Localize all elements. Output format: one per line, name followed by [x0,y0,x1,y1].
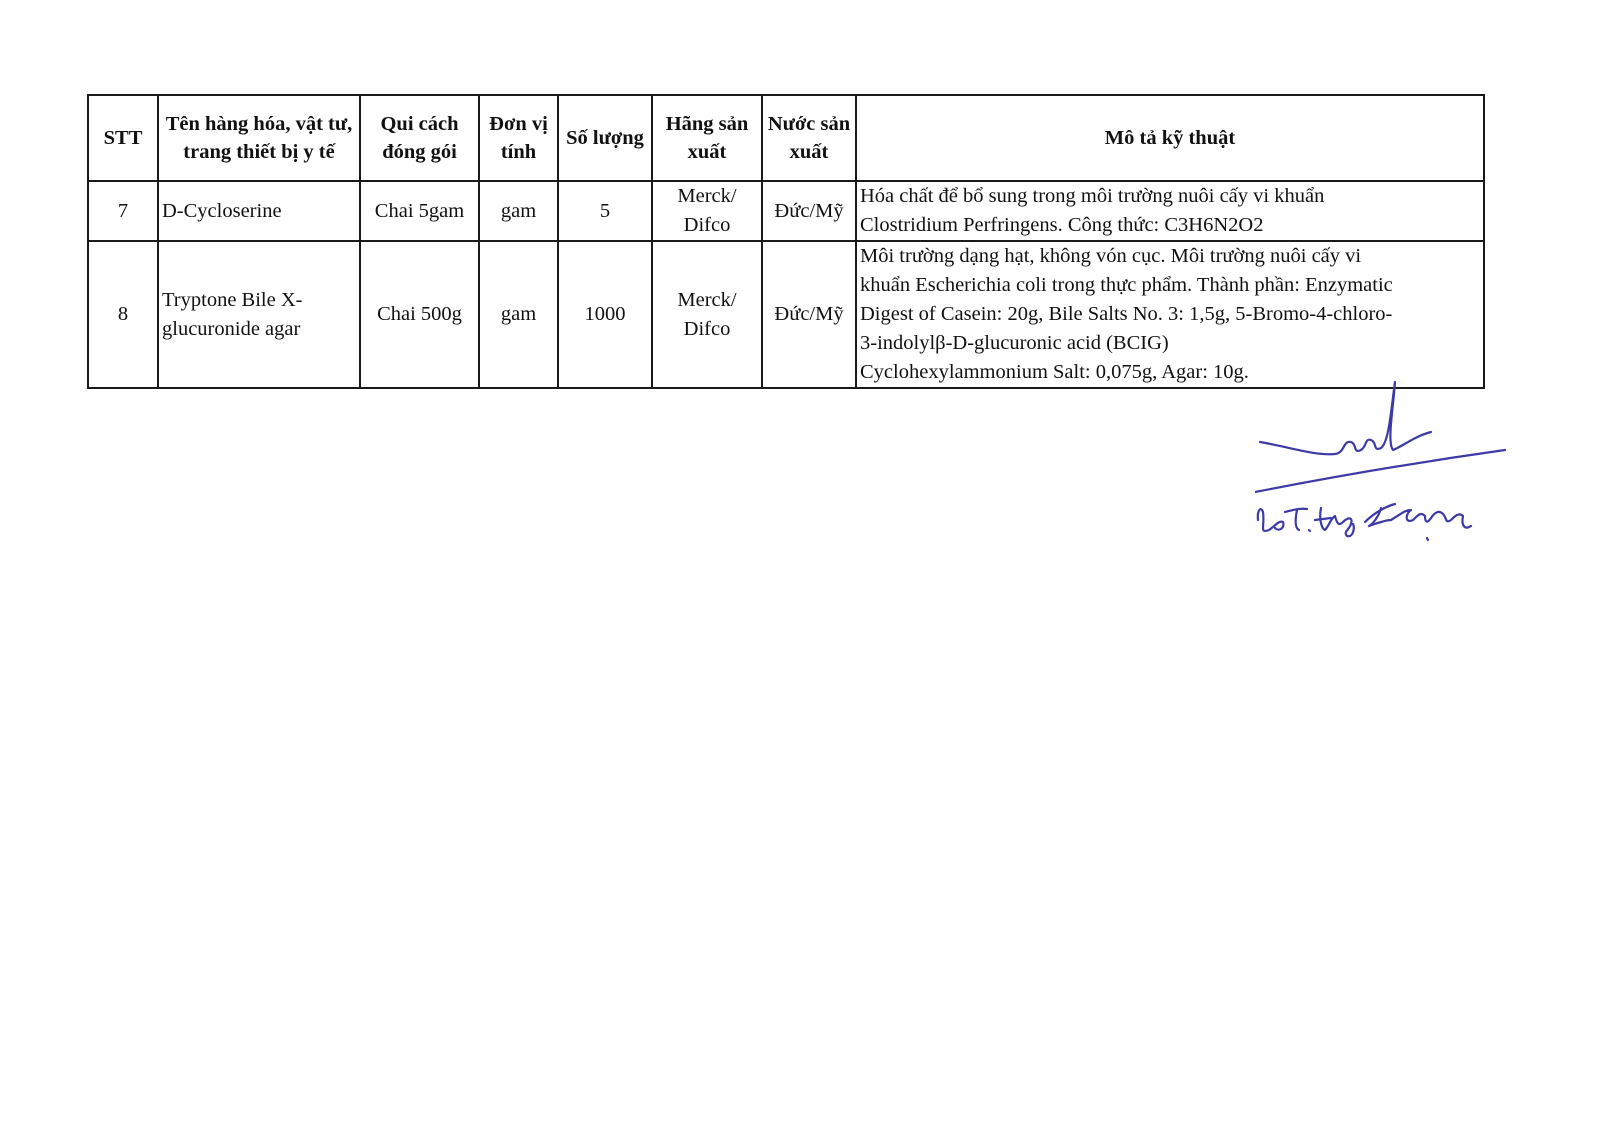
description-line: Hóa chất để bổ sung trong môi trường nuôi cấy vi khuẩn [860,185,1325,207]
cell-quantity: 1000 [558,241,652,388]
table-row [88,241,1484,388]
header-quantity: Số lượng [558,95,652,181]
cell-description [856,241,1484,388]
cell-item-name: D-Cycloserine [158,181,360,241]
cell-description [856,181,1484,241]
signature-name-3 [1315,508,1354,536]
signature-dot [1427,538,1428,540]
signature-name-2 [1285,509,1310,531]
signature-line [1255,450,1505,496]
description-line: Cyclohexylammonium Salt: 0,075g, Agar: 10g. [860,361,1249,383]
table-header-row [88,95,1484,181]
cell-country: Đức/Mỹ [762,181,856,241]
cell-unit: gam [479,241,558,388]
header-description: Mô tả kỹ thuật [856,95,1484,181]
header-unit: Đơn vị tính [479,95,558,181]
cell-item-name: Tryptone Bile X-glucuronide agar [158,241,360,388]
description-line: Môi trường dạng hạt, không vón cục. Môi trường nuôi cấy vi [860,245,1362,267]
signature-name-1 [1258,509,1284,531]
description-line: 3-indolylβ-D-glucuronic acid (BCIG) [860,332,1169,354]
description-line: Clostridium Perfringens. Công thức: C3H6N2O2 [860,214,1264,236]
header-manufacturer: Hãng sản xuất [652,95,762,181]
table-row [88,181,1484,241]
cell-packing: Chai 5gam [360,181,479,241]
description-line: khuẩn Escherichia coli trong thực phẩm. Thành phần: Enzymatic [860,274,1393,296]
signature-name-4 [1365,504,1471,528]
cell-quantity: 5 [558,181,652,241]
cell-country: Đức/Mỹ [762,241,856,388]
signature-flourish [1260,382,1431,454]
signature-strokes [1255,382,1505,540]
cell-unit: gam [479,181,558,241]
header-packing: Qui cách đóng gói [360,95,479,181]
cell-packing: Chai 500g [360,241,479,388]
technical-spec-table [87,94,1485,389]
description-line: Digest of Casein: 20g, Bile Salts No. 3: 1,5g, 5-Bromo-4-chloro- [860,303,1393,325]
handwritten-signature [1255,380,1535,560]
cell-manufacturer: Merck/ Difco [652,181,762,241]
header-stt: STT [88,95,158,181]
cell-stt: 7 [88,181,158,241]
header-country: Nước sản xuất [762,95,856,181]
cell-stt: 8 [88,241,158,388]
header-item-name: Tên hàng hóa, vật tư, trang thiết bị y tế [158,95,360,181]
cell-manufacturer: Merck/ Difco [652,241,762,388]
